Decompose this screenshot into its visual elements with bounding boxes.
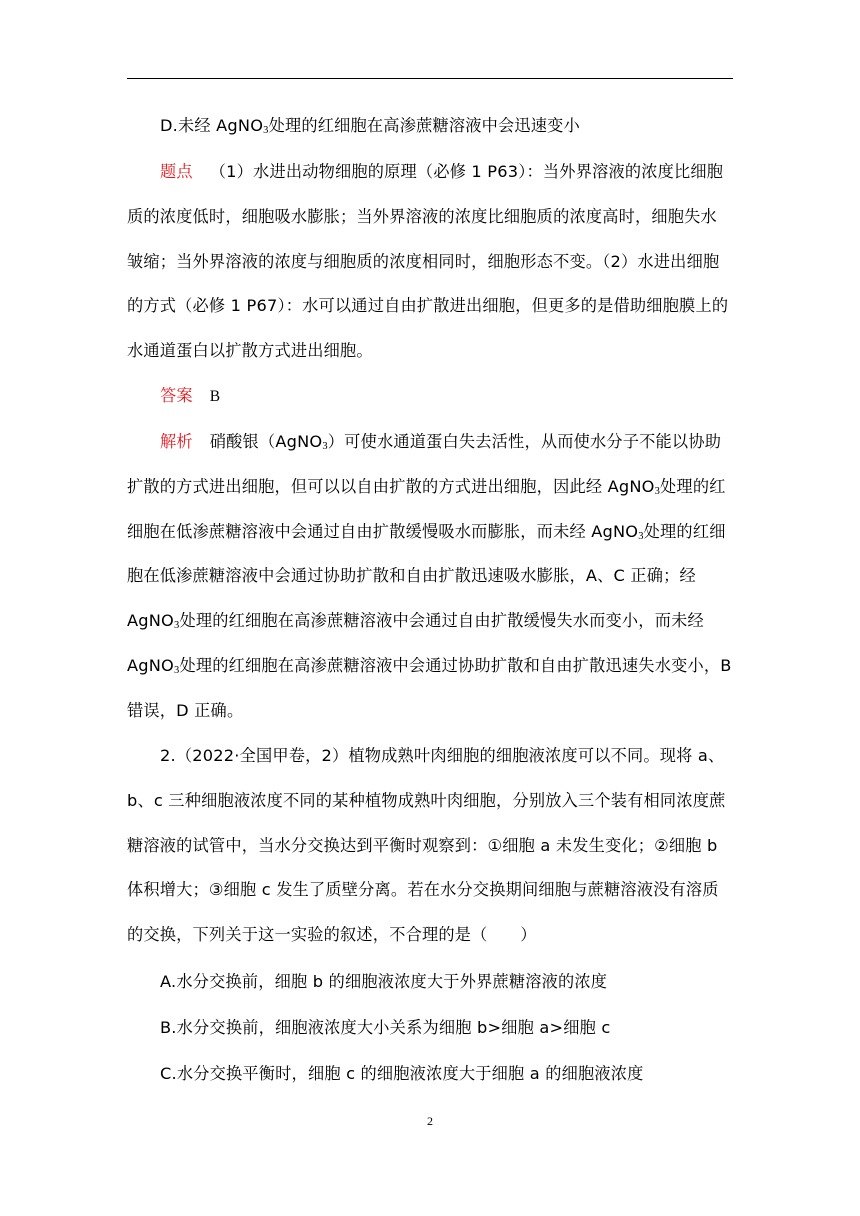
tidian-label: 题点: [160, 162, 193, 181]
tidian-block: [127, 150, 733, 374]
question-2-text: 2.（2022·全国甲卷，2）植物成熟叶肉细胞的细胞液浓度可以不同。现将 a、b、c 三种细胞液浓度不同的某种植物成熟叶肉细胞，分别放入三个装有相同浓度蔗糖溶液的试管中，当水分交换达到平衡时观察到：①细胞 a 未发生变化；②细胞 b 体积增大；③细胞 c 发生了质壁分离。若在水分交换期间细胞与蔗糖溶液没有溶质的交换，下列关于这一实验的叙述，不合理的是（ ）: [127, 746, 726, 945]
subscript: 3: [654, 485, 661, 497]
page-number: 2: [427, 1114, 433, 1128]
option-d-text-cont: 处理的红细胞在高渗蔗糖溶液中会迅速变小: [268, 116, 580, 135]
subscript: 3: [174, 620, 180, 632]
answer-block: [127, 374, 733, 420]
tidian-text: （1）水进出动物细胞的原理（必修 1 P63）：当外界溶液的浓度比细胞质的浓度低时，细胞吸水膨胀；当外界溶液的浓度比细胞质的浓度高时，细胞失水皱缩；当外界溶液的浓度与细胞质的浓度相同时，细胞形态不变。（2）水进出细胞的方式（必修 1 P67）：水可以通过自由扩散进出细胞，但更多的是借助细胞膜上的水通道蛋白以扩散方式进出细胞。: [127, 162, 729, 361]
option-b: [127, 1006, 733, 1051]
option-c-text: C.水分交换平衡时，细胞 c 的细胞液浓度大于细胞 a 的细胞液浓度: [160, 1064, 644, 1083]
subscript: 3: [174, 664, 180, 676]
jiexi-block: [127, 420, 733, 734]
subscript: 3: [322, 441, 328, 452]
question-2-stem: [127, 734, 733, 958]
jiexi-text: ）可使水通道蛋白失去活性，从而使水分子不能以协助扩散的方式进出细胞，但可以以自由扩散的方式进出细胞，因此经 AgNO: [127, 432, 722, 496]
option-d-text: D.未经 AgNO: [160, 116, 264, 135]
jiexi-text: 处理的红细胞在高渗蔗糖溶液中会通过自由扩散缓慢失水而变小，而未经 AgNO: [127, 611, 704, 675]
jiexi-text: 处理的红细胞在高渗蔗糖溶液中会通过协助扩散和自由扩散迅速失水变小，B 错误，D 正确。: [127, 655, 732, 720]
jiexi-text: 硝酸银（AgNO: [209, 432, 323, 451]
option-a: [127, 960, 733, 1005]
answer-value: B: [209, 388, 221, 405]
subscript: 3: [638, 530, 644, 542]
answer-label: 答案: [160, 386, 193, 405]
option-b-text: B.水分交换前，细胞液浓度大小关系为细胞 b>细胞 a>细胞 c: [160, 1018, 611, 1037]
option-c: [127, 1052, 733, 1097]
jiexi-text: 处理的红细胞在低渗蔗糖溶液中会通过协助扩散和自由扩散迅速吸水膨胀，A、C 正确；经 AgNO: [127, 521, 726, 631]
subscript: 3: [263, 125, 269, 136]
jiexi-label: 解析: [160, 432, 193, 451]
jiexi-text: 处理的红细胞在低渗蔗糖溶液中会通过自由扩散缓慢吸水而膨胀，而未经 AgNO: [127, 476, 726, 541]
option-d: [127, 104, 733, 149]
header-rule: [127, 78, 733, 79]
option-a-text: A.水分交换前，细胞 b 的细胞液浓度大于外界蔗糖溶液的浓度: [160, 972, 608, 991]
